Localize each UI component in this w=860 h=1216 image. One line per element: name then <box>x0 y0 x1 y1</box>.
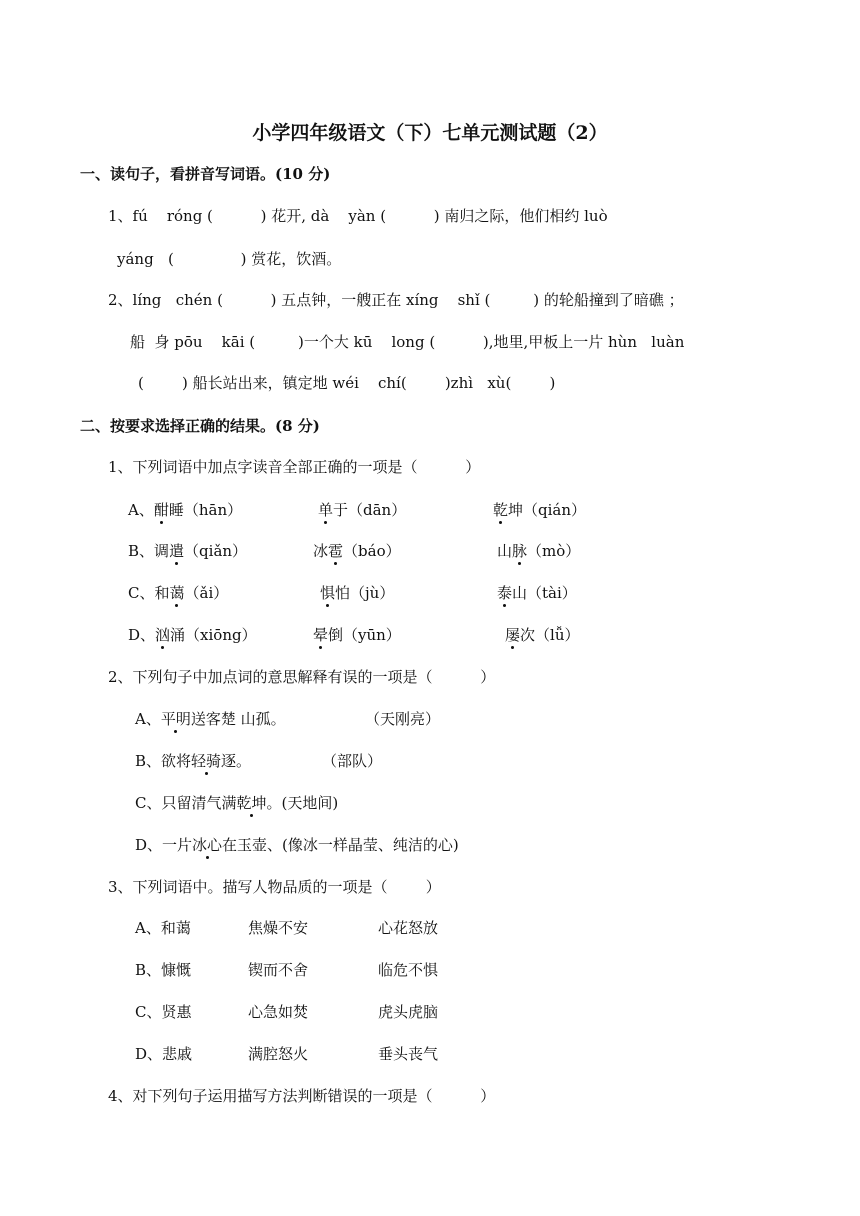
dotted-char: 屡 <box>505 626 521 644</box>
option-text: 次（lǚ） <box>520 626 580 644</box>
option-text: 怕（jù） <box>335 584 395 602</box>
q3-option-b-3: 临危不惧 <box>378 961 439 979</box>
dotted-char: 蔼 <box>169 584 185 602</box>
q4-stem: 4、对下列句子运用描写方法判断错误的一项是（ ） <box>108 1087 496 1105</box>
option-text: （báo） <box>343 542 401 560</box>
page-title: 小学四年级语文（下）七单元测试题（2） <box>252 122 608 144</box>
q2-option-c <box>135 793 338 813</box>
option-text: 送客楚 山孤。 <box>190 710 286 728</box>
option-text: 涌（xiōng） <box>170 626 257 644</box>
q1-stem: 1、下列词语中加点字读音全部正确的一项是（ ） <box>108 458 481 476</box>
dotted-char: 脉 <box>512 542 528 560</box>
s1-line-3: 2、líng chén ( ) 五点钟，一艘正在 xíng shǐ ( ) 的轮船撞到了暗礁 ； <box>108 291 684 309</box>
q3-option-b-2: 锲而不舍 <box>248 961 309 979</box>
q1-option-d-3 <box>505 625 579 645</box>
q2-option-a <box>135 709 286 729</box>
q3-option-a: A、和蔼 <box>135 919 191 937</box>
option-letter: A、 <box>128 501 154 519</box>
q3-option-d-2: 满腔怒火 <box>248 1045 309 1063</box>
dotted-word: 平明 <box>160 710 191 728</box>
s1-line-4: 船 身 pōu kāi ( )一个大 kū long ( ),地里,甲板上一片 hùn luàn <box>130 333 685 351</box>
option-text: 睡（hān） <box>168 501 243 519</box>
s1-line-1: 1、fú róng ( ) 花开, dà yàn ( ) 南归之际，他们相约 luò <box>108 207 608 225</box>
dotted-char: 汹 <box>155 626 171 644</box>
q3-option-d-3: 垂头丧气 <box>378 1045 439 1063</box>
option-text: D、一片 <box>135 836 193 854</box>
dotted-char: 雹 <box>328 542 344 560</box>
option-text: 冰 <box>313 542 329 560</box>
q3-option-d: D、悲戚 <box>135 1045 193 1063</box>
option-text: 倒（yūn） <box>328 626 401 644</box>
dotted-char: 乾 <box>493 501 509 519</box>
option-letter: C、和 <box>128 584 170 602</box>
dotted-char: 泰 <box>497 584 513 602</box>
q1-option-d-2 <box>313 625 401 645</box>
option-text: 山（tài） <box>512 584 577 602</box>
q1-option-c <box>128 583 228 603</box>
option-text: （ǎi） <box>184 584 229 602</box>
q3-option-a-2: 焦燥不安 <box>248 919 309 937</box>
q1-option-a-3 <box>493 500 586 520</box>
s1-line-2: yáng ( ) 赏花，饮酒。 <box>117 250 342 268</box>
option-text: 逐。 <box>221 752 252 770</box>
option-text: （mò） <box>527 542 581 560</box>
q3-option-a-3: 心花怒放 <box>378 919 439 937</box>
option-text: 在玉壶、(像冰一样晶莹、纯洁的心) <box>222 836 459 854</box>
q2-option-b-meaning: （部队） <box>322 752 383 770</box>
option-text: 山 <box>497 542 513 560</box>
dotted-char: 单 <box>318 501 334 519</box>
q3-option-c-2: 心急如焚 <box>248 1003 309 1021</box>
dotted-word: 轻骑 <box>191 752 222 770</box>
option-text: 。(天地间) <box>266 794 339 812</box>
q1-option-b-2 <box>313 541 401 561</box>
q3-option-c: C、贤惠 <box>135 1003 192 1021</box>
q3-option-c-3: 虎头虎脑 <box>378 1003 439 1021</box>
q1-option-b <box>128 541 247 561</box>
q1-option-c-3 <box>497 583 577 603</box>
option-text: 于（dān） <box>333 501 407 519</box>
q2-option-b <box>135 751 251 771</box>
s1-line-5: ( ) 船长站出来，镇定地 wéi chí( )zhì xù( ) <box>138 374 556 392</box>
dotted-char: 酣 <box>153 501 169 519</box>
option-letter: D、 <box>128 626 156 644</box>
section2-heading: 二、按要求选择正确的结果。(8 分) <box>80 417 320 435</box>
option-text: C、只留清气满 <box>135 794 237 812</box>
section1-heading: 一、读句子，看拼音写词语。(10 分) <box>80 165 331 183</box>
q2-option-a-meaning: （天刚亮） <box>365 710 441 728</box>
q1-option-a <box>128 500 242 520</box>
q2-stem: 2、下列句子中加点词的意思解释有误的一项是（ ） <box>108 668 496 686</box>
q1-option-c-2 <box>320 583 394 603</box>
option-letter: B、调 <box>128 542 170 560</box>
dotted-word: 乾坤 <box>236 794 267 812</box>
dotted-char: 晕 <box>313 626 329 644</box>
q3-option-b: B、慷慨 <box>135 961 192 979</box>
q2-option-d <box>135 835 459 855</box>
q1-option-a-2 <box>318 500 406 520</box>
dotted-char: 惧 <box>320 584 336 602</box>
q1-option-d <box>128 625 257 645</box>
dotted-char: 遣 <box>169 542 185 560</box>
option-text: B、欲将 <box>135 752 192 770</box>
option-letter: A、 <box>135 710 161 728</box>
option-text: （qiǎn） <box>184 542 248 560</box>
q3-stem: 3、下列词语中。描写人物品质的一项是（ ） <box>108 878 441 896</box>
q1-option-b-3 <box>497 541 580 561</box>
dotted-word: 冰心 <box>192 836 223 854</box>
option-text: 坤（qián） <box>508 501 587 519</box>
